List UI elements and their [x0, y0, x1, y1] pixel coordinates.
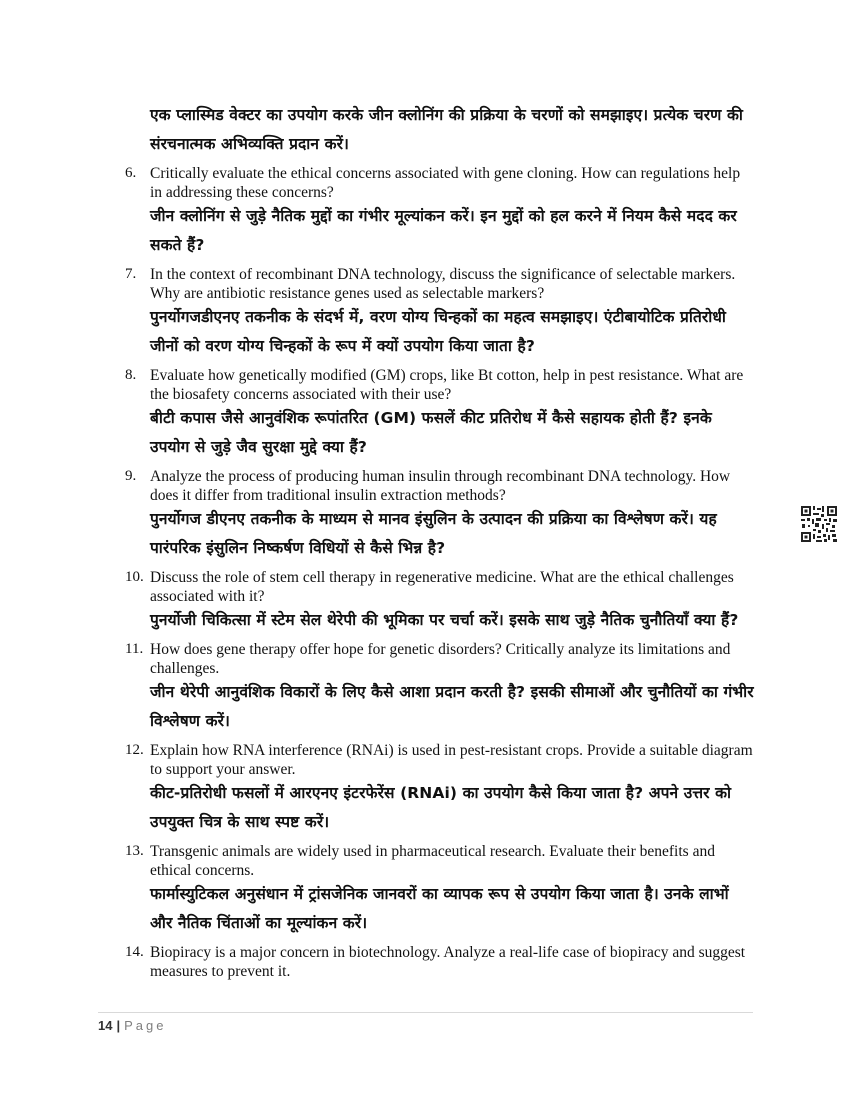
question-hindi-text: कीट-प्रतिरोधी फसलों में आरएनए इंटरफेरेंस (RNAi) का उपयोग कैसे किया जाता है? अपने उत्तर को उपयुक्त चित्र के साथ स्पष्ट करें।	[150, 784, 732, 831]
question-number: 6.	[125, 165, 137, 181]
question-number: 9.	[125, 468, 137, 484]
question-item	[125, 842, 755, 938]
question-hindi-text: जीन क्लोनिंग से जुड़े नैतिक मुद्दों का गंभीर मूल्यांकन करें। इन मुद्दों को हल करने में नियम कैसे मदद कर सकते हैं?	[150, 207, 737, 254]
question-hindi-text: पुनर्योजी चिकित्सा में स्टेम सेल थेरेपी की भूमिका पर चर्चा करें। इसके साथ जुड़े नैतिक चुनौतियाँ क्या हैं?	[150, 611, 739, 629]
question-body	[150, 467, 755, 563]
question-list	[125, 164, 755, 981]
question-english-text: Transgenic animals are widely used in pharmaceutical research. Evaluate their benefits and ethical concerns.	[150, 843, 715, 879]
question-item	[125, 467, 755, 563]
page-number: 14	[98, 1018, 113, 1033]
question-number: 10.	[125, 569, 144, 585]
question-english-text: In the context of recombinant DNA technology, discuss the significance of selectable markers. Why are antibiotic resistance genes used as selectable markers?	[150, 266, 736, 302]
question-body	[150, 842, 755, 938]
question-body	[150, 640, 755, 736]
intro-hindi-text: एक प्लास्मिड वेक्टर का उपयोग करके जीन क्लोनिंग की प्रक्रिया के चरणों को समझाइए। प्रत्येक चरण की संरचनात्मक अभिव्यक्ति प्रदान करें।	[150, 106, 743, 153]
footer-separator: |	[116, 1018, 121, 1033]
question-number: 14.	[125, 944, 144, 960]
question-english-text: Explain how RNA interference (RNAi) is used in pest-resistant crops. Provide a suitable diagram to support your answer.	[150, 742, 753, 778]
question-hindi-text: पुनर्योगज डीएनए तकनीक के माध्यम से मानव इंसुलिन के उत्पादन की प्रक्रिया का विश्लेषण करें। यह पारंपरिक इंसुलिन निष्कर्षण विधियों से कैसे भिन्न है?	[150, 510, 717, 557]
question-item	[125, 640, 755, 736]
question-body	[150, 164, 755, 260]
question-english-text: Evaluate how genetically modified (GM) crops, like Bt cotton, help in pest resistance. What are the biosafety concerns associated with their use?	[150, 367, 744, 403]
question-item	[125, 943, 755, 981]
question-number: 8.	[125, 367, 137, 383]
question-hindi-text: फार्मास्युटिकल अनुसंधान में ट्रांसजेनिक जानवरों का व्यापक रूप से उपयोग किया जाता है। उनके लाभों और नैतिक चिंताओं का मूल्यांकन करें।	[150, 885, 729, 932]
question-hindi-text: जीन थेरेपी आनुवंशिक विकारों के लिए कैसे आशा प्रदान करती है? इसकी सीमाओं और चुनौतियों का गंभीर विश्लेषण करें।	[150, 683, 754, 730]
question-number: 11.	[125, 641, 144, 657]
page-label: Page	[124, 1018, 167, 1033]
question-body	[150, 366, 755, 462]
question-number: 12.	[125, 742, 144, 758]
question-body	[150, 943, 755, 981]
question-hindi-text: बीटी कपास जैसे आनुवंशिक रूपांतरित (GM) फसलें कीट प्रतिरोध में कैसे सहायक होती हैं? इनके उपयोग से जुड़े जैव सुरक्षा मुद्दे क्या हैं?	[150, 409, 712, 456]
question-english-text: Analyze the process of producing human insulin through recombinant DNA technology. How does it differ from traditional insulin extraction methods?	[150, 468, 731, 504]
question-hindi-text: पुनर्योगजडीएनए तकनीक के संदर्भ में, वरण योग्य चिन्हकों का महत्व समझाइए। एंटीबायोटिक प्रतिरोधी जीनों को वरण योग्य चिन्हकों के रूप में क्यों उपयोग किया जाता है?	[150, 308, 726, 355]
question-number: 13.	[125, 843, 144, 859]
page-content	[125, 101, 755, 981]
question-item	[125, 366, 755, 462]
question-body	[150, 265, 755, 361]
question-item	[125, 265, 755, 361]
question-number: 7.	[125, 266, 137, 282]
question-item	[125, 568, 755, 635]
qr-code-icon	[800, 505, 838, 543]
question-item	[125, 164, 755, 260]
question-english-text: How does gene therapy offer hope for genetic disorders? Critically analyze its limitations and challenges.	[150, 641, 731, 677]
question-item	[125, 741, 755, 837]
page-footer	[98, 1012, 753, 1033]
question-body	[150, 568, 755, 635]
question-body	[150, 741, 755, 837]
question-english-text: Biopiracy is a major concern in biotechnology. Analyze a real-life case of biopiracy and suggest measures to prevent it.	[150, 944, 746, 980]
question-english-text: Discuss the role of stem cell therapy in regenerative medicine. What are the ethical challenges associated with it?	[150, 569, 734, 605]
question-english-text: Critically evaluate the ethical concerns associated with gene cloning. How can regulations help in addressing these concerns?	[150, 165, 741, 201]
